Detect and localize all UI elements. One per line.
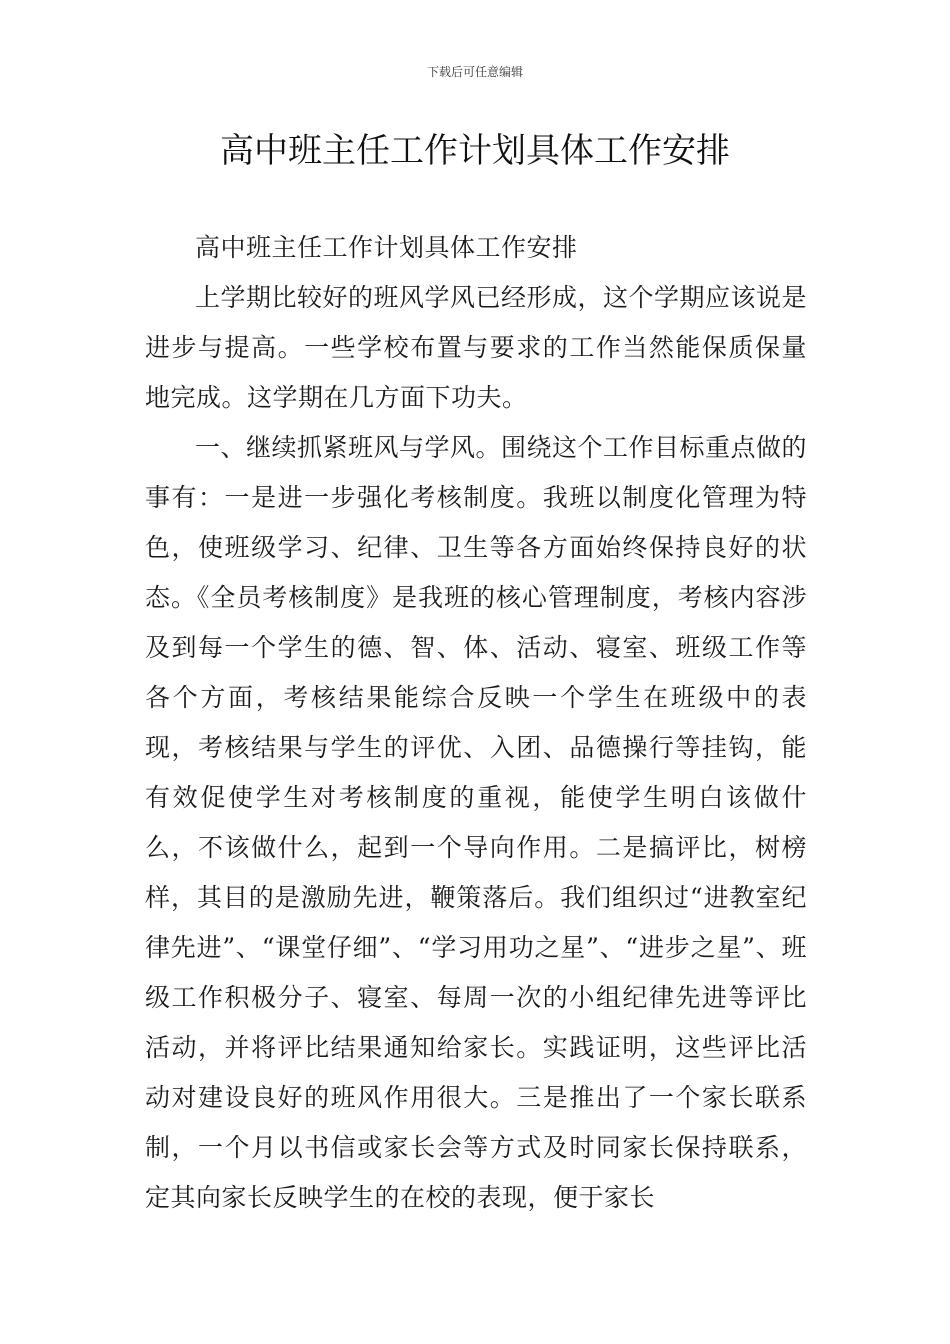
paragraph-section-one: 一、继续抓紧班风与学风。围绕这个工作目标重点做的事有：一是进一步强化考核制度。我班以制度化管理为特色，使班级学习、纪律、卫生等各方面始终保持良好的状态。《全员考核制度》是我班的核心管理制度，考核内容涉及到每一个学生的德、智、体、活动、寝室、班级工作等各个方面，考核结果能综合反映一个学生在班级中的表现，考核结果与学生的评优、入团、品德操行等挂钩，能有效促使学生对考核制度的重视，能使学生明白该做什么，不该做什么，起到一个导向作用。二是搞评比，树榜样，其目的是激励先进，鞭策落后。我们组织过“进教室纪律先进”、“课堂仔细”、“学习用功之星”、“进步之星”、班级工作积极分子、寝室、每周一次的小组纪律先进等评比活动，并将评比结果通知给家长。实践证明，这些评比活动对建设良好的班风作用很大。三是推出了一个家长联系制，一个月以书信或家长会等方式及时同家长保持联系，定其向家长反映学生的在校的表现，便于家长 xyxy=(145,433,808,1212)
paragraph-subtitle: 高中班主任工作计划具体工作安排 xyxy=(195,233,578,262)
document-body xyxy=(145,223,807,1223)
document-title: 高中班主任工作计划具体工作安排 xyxy=(220,131,730,171)
paragraph-intro: 上学期比较好的班风学风已经形成，这个学期应该说是进步与提高。一些学校布置与要求的工作当然能保质保量地完成。这学期在几方面下功夫。 xyxy=(145,283,808,412)
header-note: 下载后可任意编辑 xyxy=(426,65,523,79)
